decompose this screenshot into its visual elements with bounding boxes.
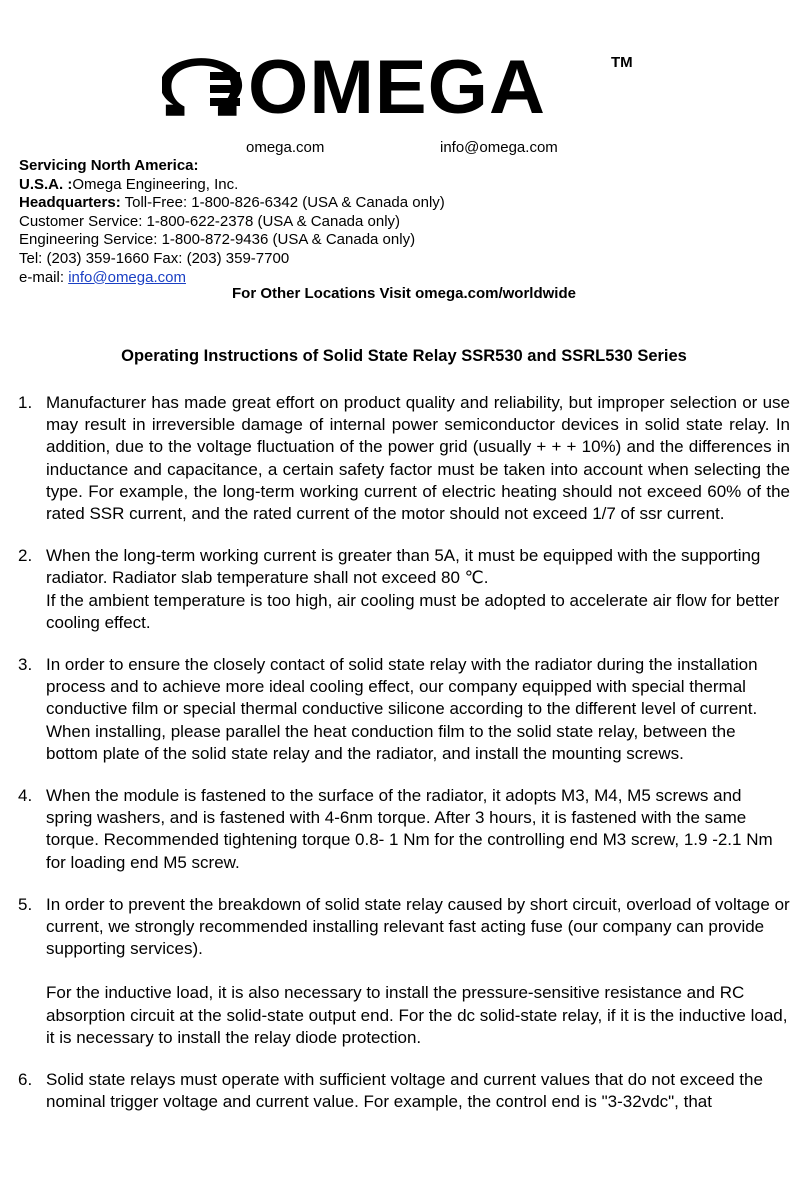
tel-fax-line: Tel: (203) 359-1660 Fax: (203) 359-7700 [19, 249, 290, 267]
item-number: 1. [18, 393, 33, 412]
omega-logo [162, 45, 634, 130]
engineering-service-line: Engineering Service: 1-800-872-9436 (USA & Canada only) [19, 231, 416, 249]
instruction-list [18, 392, 790, 1113]
item-number: 6. [18, 1070, 33, 1090]
usa-label: U.S.A. : [19, 175, 73, 193]
item-text-continued: If the ambient temperature is too high, air cooling must be adopted to accelerate air flow for better cooling effect. [46, 590, 780, 632]
item-text: In order to prevent the breakdown of solid state relay caused by short circuit, overload of voltage or current, we strongly recommended installing relevant fast acting fuse (our company can provide supporting services). [46, 894, 790, 959]
list-item [18, 894, 790, 1049]
website-text: omega.com [246, 139, 325, 156]
list-item [18, 1069, 790, 1113]
header-email-text: info@omega.com [440, 139, 558, 156]
email-label: e-mail: [19, 268, 69, 286]
other-locations-text: For Other Locations Visit omega.com/worldwide [232, 285, 576, 302]
item-text-continued: For the inductive load, it is also necessary to install the pressure-sensitive resistance and RC absorption circuit at the solid-state output end. For the dc solid-state relay, if it is the inductive load, it is necessary to install the relay diode protection. [46, 983, 788, 1047]
item-text-block [46, 894, 790, 1049]
item-number: 3. [18, 655, 33, 675]
item-text: When the module is fastened to the surface of the radiator, it adopts M3, M4, M5 screws and spring washers, and is fastened with 4-6nm torque. After 3 hours, it is fastened with the same torque. Recommended tightening torque 0.8- 1 Nm for the controlling end M3 screw, 1.9 -2.1 Nm for loading end M5 screw. [46, 786, 773, 872]
email-link[interactable]: info@omega.com [68, 268, 186, 286]
item-text: Solid state relays must operate with sufficient voltage and current values that do not exceed the nominal trigger voltage and current value. For example, the control end is "3-32vdc", that [46, 1070, 763, 1112]
item-text: When the long-term working current is greater than 5A, it must be equipped with the supporting radiator. Radiator slab temperature shall not exceed 80 ℃. [46, 546, 761, 588]
trademark-mark: TM [611, 54, 633, 71]
item-text: Manufacturer has made great effort on product quality and reliability, but improper selection or use may result in irreversible damage of internal power semiconductor devices in solid state relay. In addition, due to the voltage fluctuation of the power grid (usually + + + 10%) and the differences in inductance and capacitance, a certain safety factor must be taken into account when selecting the type. For example, the long-term working current of electric heating should not exceed 60% of the rated SSR current, and the rated current of the motor should not exceed 1/7 of ssr current. [46, 393, 790, 524]
usa-value: Omega Engineering, Inc. [72, 175, 239, 193]
item-number: 5. [18, 894, 33, 914]
servicing-heading: Servicing North America: [19, 157, 199, 174]
headquarters-label: Headquarters: [19, 194, 121, 212]
logo-wordmark: OMEGA [248, 45, 546, 130]
usa-line [19, 176, 779, 195]
item-number: 2. [18, 546, 33, 566]
list-item [18, 545, 790, 634]
list-item [18, 654, 790, 765]
list-item [18, 392, 790, 525]
item-text: In order to ensure the closely contact of solid state relay with the radiator during the installation process and to achieve more ideal cooling effect, our company equipped with special thermal conductive film or special thermal conductive silicone according to the different level of current. When installing, please parallel the heat conduction film to the solid state relay, between the bottom plate of the solid state relay and the radiator, and install the mounting screws. [46, 655, 758, 763]
headquarters-value: Toll-Free: 1-800-826-6342 (USA & Canada only) [120, 194, 445, 212]
contact-block [19, 157, 779, 287]
item-text-block [46, 545, 790, 634]
customer-service-line: Customer Service: 1-800-622-2378 (USA & Canada only) [19, 212, 401, 230]
item-number: 4. [18, 786, 33, 806]
document-title: Operating Instructions of Solid State Relay SSR530 and SSRL530 Series [121, 347, 687, 365]
list-item [18, 785, 790, 874]
headquarters-line [19, 194, 779, 213]
omega-symbol-icon [162, 54, 248, 124]
